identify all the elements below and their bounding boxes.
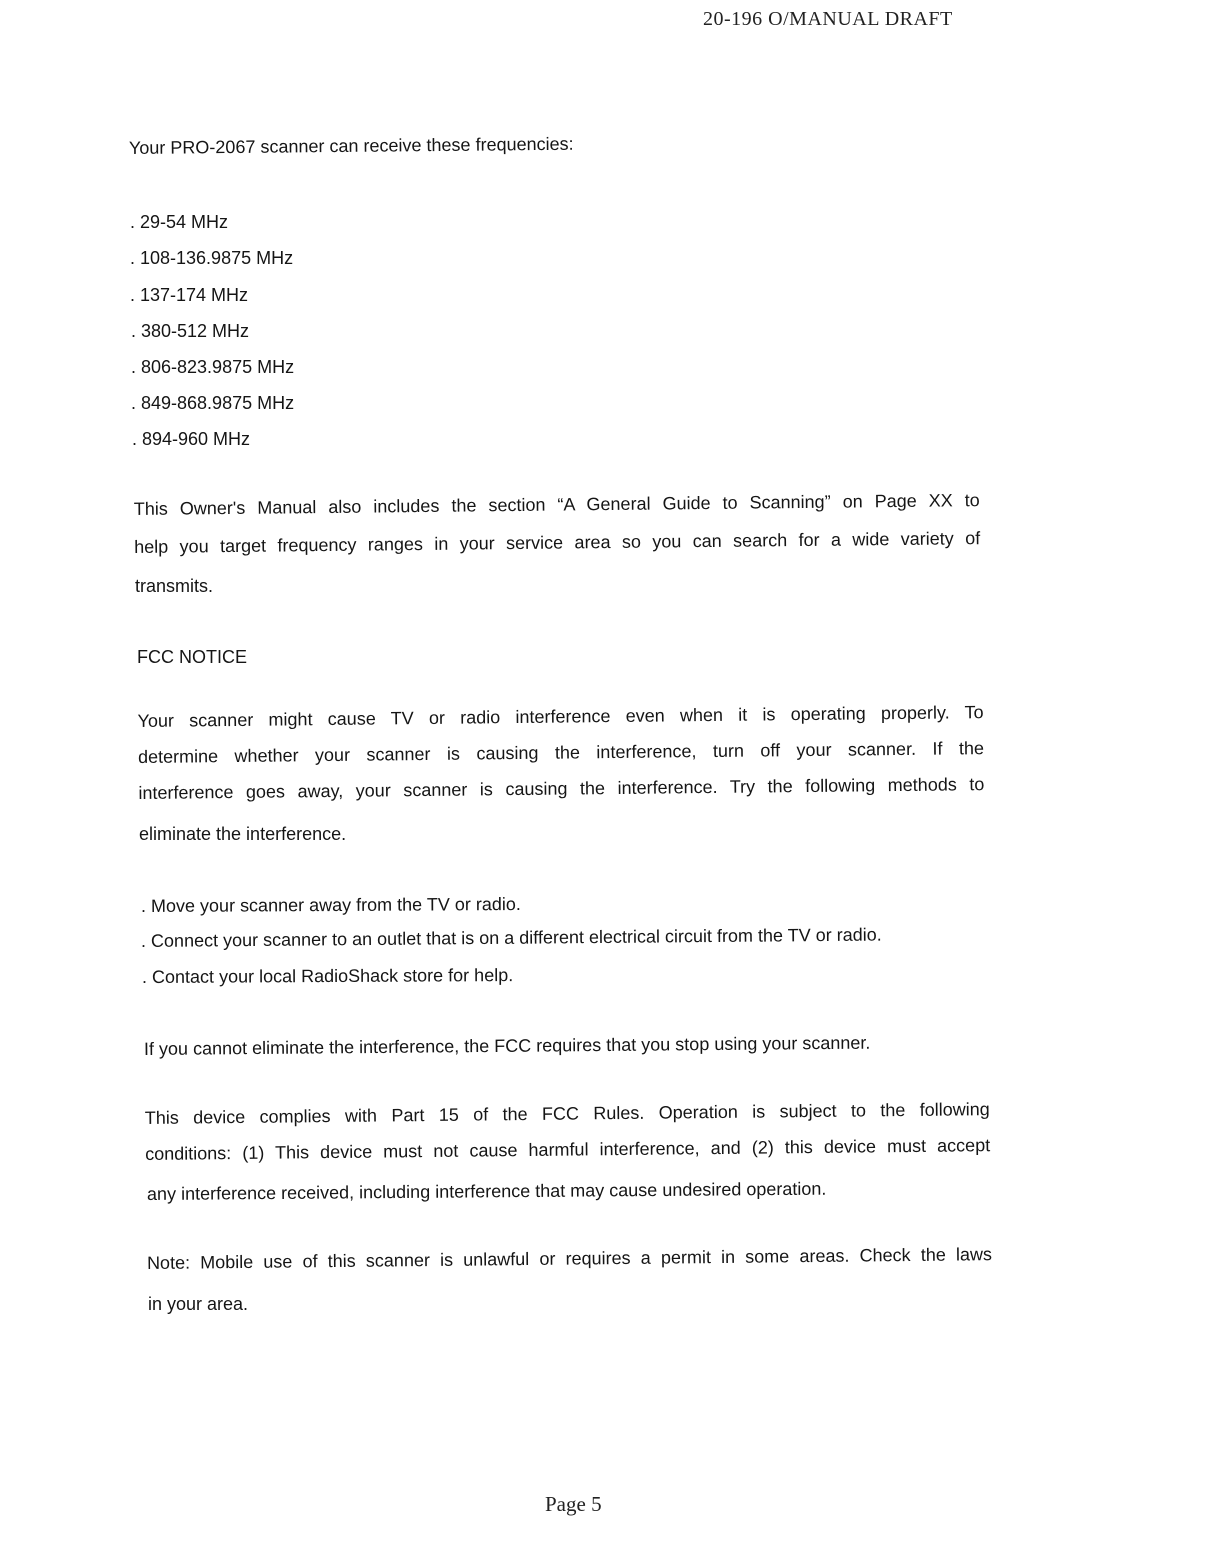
part15-line: any interference received, including interference that may cause undesired operation. [146,1178,827,1204]
method-item: . Contact your local RadioShack store for help. [141,965,514,987]
part15-paragraph [145,1091,991,1172]
frequency-item: . 849-868.9875 MHz [131,393,295,413]
frequency-item: . 806-823.9875 MHz [131,357,295,377]
interference-line: eliminate the interference. [139,824,347,844]
frequency-item: . 380-512 MHz [131,321,250,341]
part15-line: This device complies with Part 15 of the FCC Rules. Operation is subject to the following [144,1099,990,1129]
method-item: . Move your scanner away from the TV or radio. [140,894,521,916]
frequency-item: . 137-174 MHz [130,285,249,305]
document-id-header: 20-196 O/MANUAL DRAFT [703,8,953,30]
guide-line: help you target frequency ranges in your service area so you can search for a wide variety of [134,528,981,557]
interference-paragraph [137,694,984,811]
frequency-item: . 894-960 MHz [132,429,251,449]
stop-using-text: If you cannot eliminate the interference, the FCC requires that you stop using your scanner. [143,1032,871,1059]
note-line: Note: Mobile use of this scanner is unlawful or requires a permit in some areas. Check the laws [146,1244,993,1273]
note-paragraph [147,1236,992,1281]
interference-line: determine whether your scanner is causing the interference, turn off your scanner. If the [137,738,985,767]
frequency-item: . 108-136.9875 MHz [130,248,294,268]
interference-line: interference goes away, your scanner is causing the interference. Try the following methods to [138,774,985,803]
fcc-heading: FCC NOTICE [137,647,247,667]
guide-line: transmits. [135,576,214,596]
guide-line: This Owner's Manual also includes the section “A General Guide to Scanning” on Page XX to [133,490,980,520]
intro-text: Your PRO-2067 scanner can receive these frequencies: [128,133,574,158]
interference-line: Your scanner might cause TV or radio interference even when it is operating properly. To [137,702,984,732]
page-number: Page 5 [545,1492,602,1516]
method-item: . Connect your scanner to an outlet that is on a different electrical circuit from the TV or radio. [140,924,882,951]
frequency-item: . 29-54 MHz [130,212,229,232]
part15-line: conditions: (1) This device must not cause harmful interference, and (2) this device must accept [145,1135,991,1164]
note-line: in your area. [148,1294,249,1314]
guide-paragraph [134,481,981,566]
